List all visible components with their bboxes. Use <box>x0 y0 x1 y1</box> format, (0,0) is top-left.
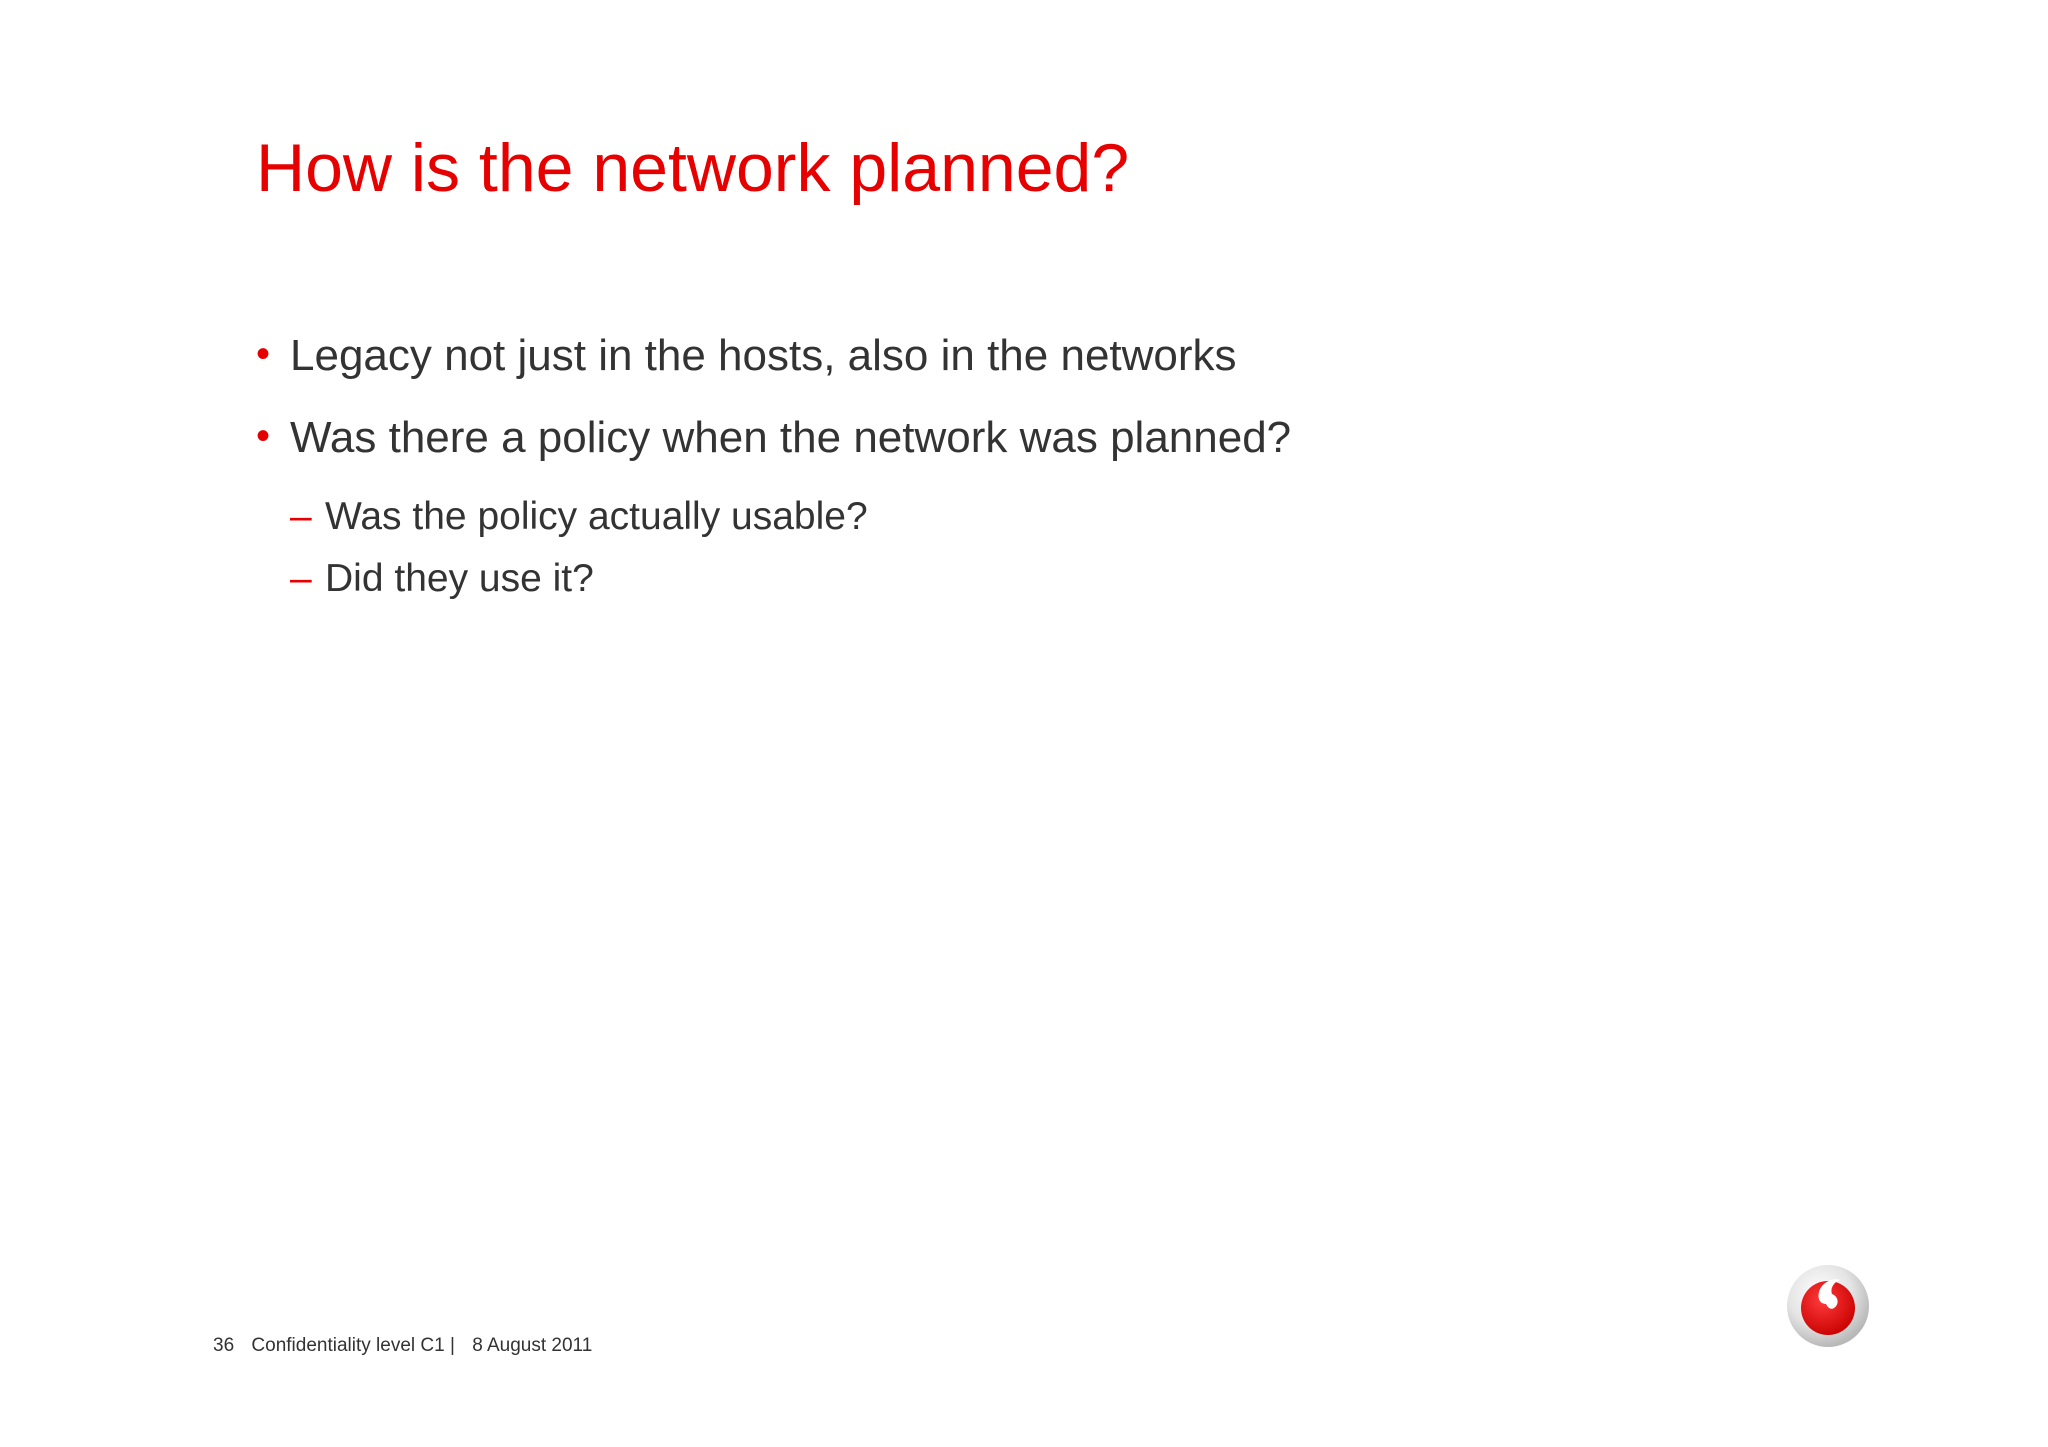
sub-bullet-text: Did they use it? <box>325 556 594 600</box>
bullet-item <box>256 412 1291 465</box>
sub-bullet-item <box>290 494 868 541</box>
bullet-marker: • <box>256 413 271 458</box>
bullet-text: Legacy not just in the hosts, also in the networks <box>290 331 1237 380</box>
confidentiality-label: Confidentiality level C1 | <box>251 1335 455 1356</box>
sub-bullet-text: Was the policy actually usable? <box>325 495 868 538</box>
bullet-marker: • <box>256 332 271 376</box>
page-number: 36 <box>213 1335 235 1356</box>
sub-bullet-list <box>290 494 868 618</box>
bullet-text: Was there a policy when the network was planned? <box>290 412 1292 462</box>
sub-bullet-marker: – <box>290 556 312 600</box>
bullet-item <box>256 330 1291 383</box>
bullet-list <box>256 330 1291 494</box>
sub-bullet-item <box>290 556 868 603</box>
slide-footer <box>213 1335 604 1357</box>
footer-date: 8 August 2011 <box>472 1335 593 1356</box>
sub-bullet-marker: – <box>290 495 312 538</box>
slide-title: How is the network planned? <box>256 130 1130 206</box>
vodafone-speechmark-icon <box>1786 1264 1870 1348</box>
